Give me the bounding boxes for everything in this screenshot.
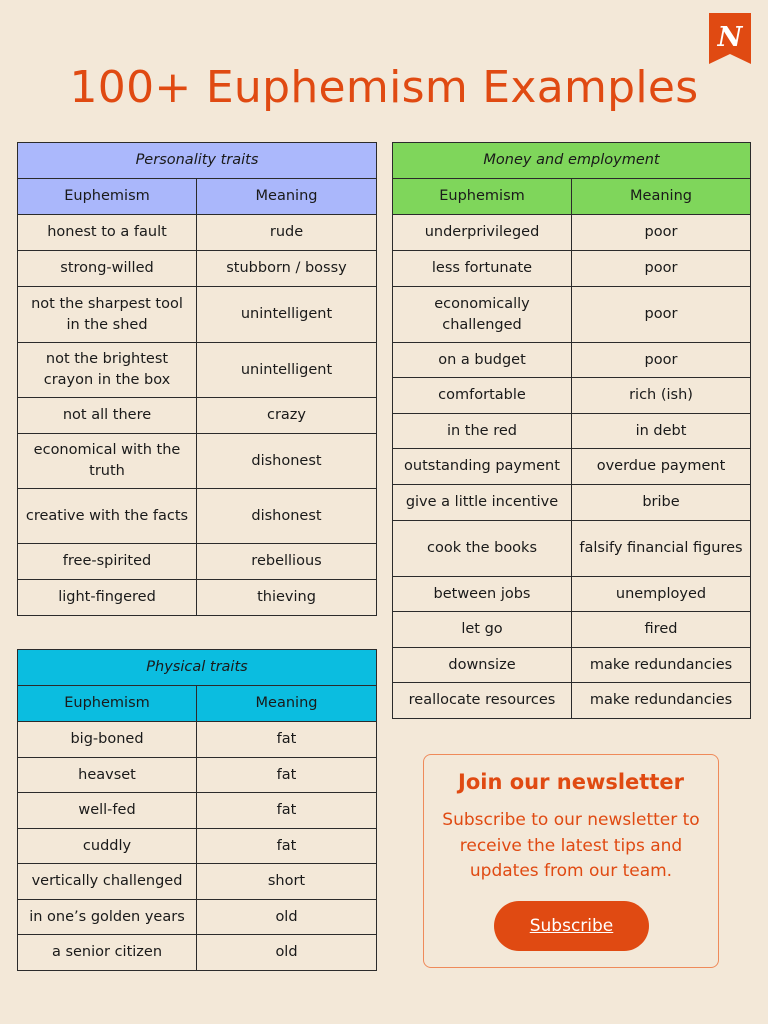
money-employment-table	[392, 142, 751, 719]
meaning-cell: unintelligent	[197, 287, 377, 343]
euphemism-cell: economically challenged	[393, 287, 572, 343]
euphemism-cell: big-boned	[18, 722, 197, 758]
meaning-cell: poor	[572, 215, 751, 251]
meaning-cell: fat	[197, 758, 377, 793]
euphemism-cell: not the brightest crayon in the box	[18, 343, 197, 398]
meaning-cell: short	[197, 864, 377, 900]
column-header-meaning: Meaning	[197, 179, 377, 215]
column-header-row	[18, 686, 377, 722]
table-row	[18, 398, 377, 434]
meaning-cell: fat	[197, 793, 377, 829]
meaning-cell: rude	[197, 215, 377, 251]
euphemism-cell: less fortunate	[393, 251, 572, 287]
category-header-row	[18, 143, 377, 179]
meaning-cell: poor	[572, 343, 751, 378]
euphemism-cell: outstanding payment	[393, 449, 572, 485]
table-row	[393, 287, 751, 343]
euphemism-cell: not the sharpest tool in the shed	[18, 287, 197, 343]
euphemism-cell: a senior citizen	[18, 935, 197, 971]
table-row	[18, 287, 377, 343]
euphemism-cell: cook the books	[393, 521, 572, 577]
euphemism-cell: comfortable	[393, 378, 572, 414]
column-header-euphemism: Euphemism	[393, 179, 572, 215]
euphemism-cell: between jobs	[393, 577, 572, 612]
euphemism-cell: in the red	[393, 414, 572, 449]
brand-logo	[709, 13, 751, 64]
meaning-cell: make redundancies	[572, 648, 751, 683]
meaning-cell: dishonest	[197, 489, 377, 544]
table-row	[18, 434, 377, 489]
table-row	[18, 829, 377, 864]
euphemism-cell: let go	[393, 612, 572, 648]
subscribe-button[interactable]: Subscribe	[494, 901, 649, 951]
category-title: Physical traits	[18, 650, 377, 686]
meaning-cell: stubborn / bossy	[197, 251, 377, 287]
category-title: Personality traits	[18, 143, 377, 179]
table-row	[393, 251, 751, 287]
table-row	[393, 683, 751, 719]
euphemism-cell: in one’s golden years	[18, 900, 197, 935]
table-row	[18, 544, 377, 580]
table-row	[393, 577, 751, 612]
table-row	[18, 793, 377, 829]
newsletter-box	[423, 754, 719, 968]
table-row	[18, 343, 377, 398]
category-header-row	[18, 650, 377, 686]
column-header-meaning: Meaning	[572, 179, 751, 215]
meaning-cell: falsify financial figures	[572, 521, 751, 577]
column-header-meaning: Meaning	[197, 686, 377, 722]
meaning-cell: rich (ish)	[572, 378, 751, 414]
euphemism-cell: give a little incentive	[393, 485, 572, 521]
table-row	[18, 722, 377, 758]
table-row	[18, 900, 377, 935]
table-row	[393, 215, 751, 251]
euphemism-cell: underprivileged	[393, 215, 572, 251]
meaning-cell: overdue payment	[572, 449, 751, 485]
euphemism-cell: economical with the truth	[18, 434, 197, 489]
meaning-cell: bribe	[572, 485, 751, 521]
category-header-row	[393, 143, 751, 179]
euphemism-cell: cuddly	[18, 829, 197, 864]
table-row	[393, 485, 751, 521]
table-row	[18, 251, 377, 287]
table-row	[393, 343, 751, 378]
column-header-row	[18, 179, 377, 215]
category-title: Money and employment	[393, 143, 751, 179]
meaning-cell: rebellious	[197, 544, 377, 580]
euphemism-cell: not all there	[18, 398, 197, 434]
meaning-cell: unemployed	[572, 577, 751, 612]
table-row	[393, 414, 751, 449]
table-row	[18, 935, 377, 971]
brand-logo-letter: N	[717, 22, 743, 53]
euphemism-cell: honest to a fault	[18, 215, 197, 251]
meaning-cell: dishonest	[197, 434, 377, 489]
table-row	[393, 648, 751, 683]
table-row	[393, 449, 751, 485]
newsletter-title: Join our newsletter	[458, 770, 684, 794]
physical-traits-table	[17, 649, 377, 971]
euphemism-cell: on a budget	[393, 343, 572, 378]
meaning-cell: in debt	[572, 414, 751, 449]
euphemism-cell: free-spirited	[18, 544, 197, 580]
table-row	[18, 864, 377, 900]
table-row	[393, 612, 751, 648]
column-header-euphemism: Euphemism	[18, 179, 197, 215]
column-header-euphemism: Euphemism	[18, 686, 197, 722]
table-row	[18, 215, 377, 251]
column-header-row	[393, 179, 751, 215]
newsletter-description: Subscribe to our newsletter to receive the latest tips and updates from our team.	[442, 810, 700, 881]
table-row	[393, 378, 751, 414]
table-row	[18, 580, 377, 616]
euphemism-cell: well-fed	[18, 793, 197, 829]
euphemism-cell: strong-willed	[18, 251, 197, 287]
meaning-cell: unintelligent	[197, 343, 377, 398]
meaning-cell: fat	[197, 829, 377, 864]
meaning-cell: fired	[572, 612, 751, 648]
table-row	[393, 521, 751, 577]
euphemism-cell: reallocate resources	[393, 683, 572, 719]
table-row	[18, 758, 377, 793]
euphemism-cell: vertically challenged	[18, 864, 197, 900]
page-title: 100+ Euphemism Examples	[69, 62, 699, 113]
meaning-cell: thieving	[197, 580, 377, 616]
meaning-cell: fat	[197, 722, 377, 758]
euphemism-cell: light-fingered	[18, 580, 197, 616]
meaning-cell: crazy	[197, 398, 377, 434]
table-row	[18, 489, 377, 544]
euphemism-cell: heavset	[18, 758, 197, 793]
euphemism-cell: creative with the facts	[18, 489, 197, 544]
meaning-cell: make redundancies	[572, 683, 751, 719]
meaning-cell: old	[197, 935, 377, 971]
meaning-cell: poor	[572, 251, 751, 287]
meaning-cell: poor	[572, 287, 751, 343]
personality-traits-table	[17, 142, 377, 616]
meaning-cell: old	[197, 900, 377, 935]
euphemism-cell: downsize	[393, 648, 572, 683]
